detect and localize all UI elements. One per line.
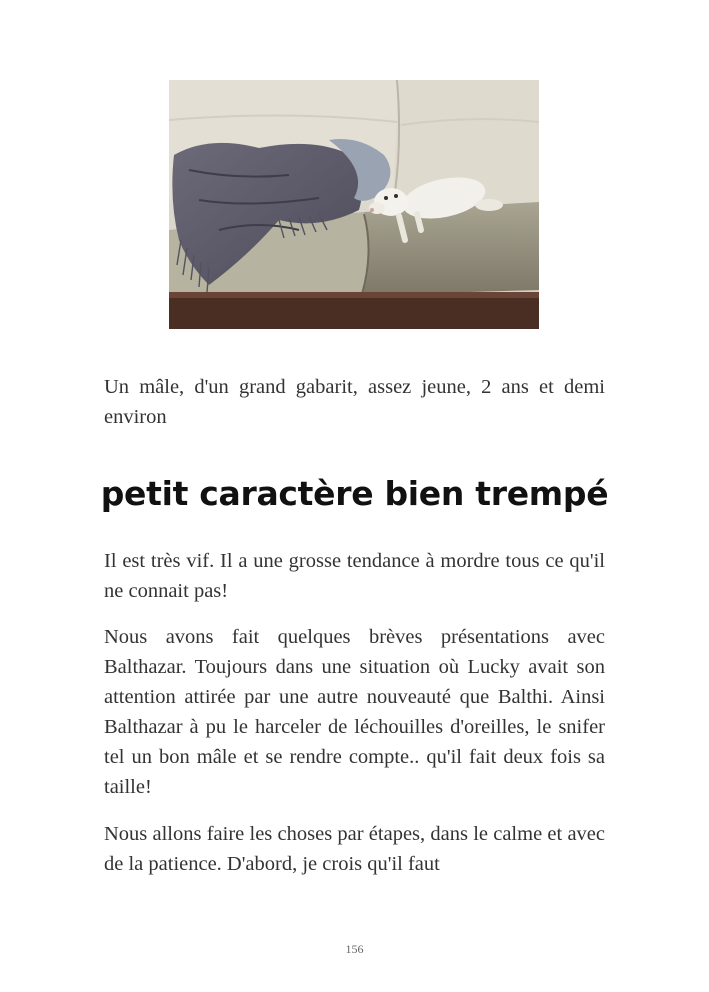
ferret-photo <box>169 80 539 329</box>
page-number: 156 <box>345 942 364 956</box>
section-heading: petit caractère bien trempé <box>100 474 609 513</box>
paragraph-3: Nous allons faire les choses par étapes, dans le calme et avec de la patience. D'abord, je crois qu'il faut <box>104 823 605 875</box>
paragraph-1: Il est très vif. Il a une grosse tendance à mordre tous ce qu'il ne connait pas! <box>104 550 605 602</box>
caption-text: Un mâle, d'un grand gabarit, assez jeune, 2 ans et demi environ <box>104 376 605 428</box>
paragraph-2: Nous avons fait quelques brèves présentations avec Balthazar. Toujours dans une situation où Lucky avait son attention attirée par une autre nouveauté que Balthi. Ainsi Balthazar à pu le harceler de léchouilles d'oreilles, le snifer tel un bon mâle et se rendre compte.. qu'il fait deux fois sa taille! <box>104 626 605 798</box>
